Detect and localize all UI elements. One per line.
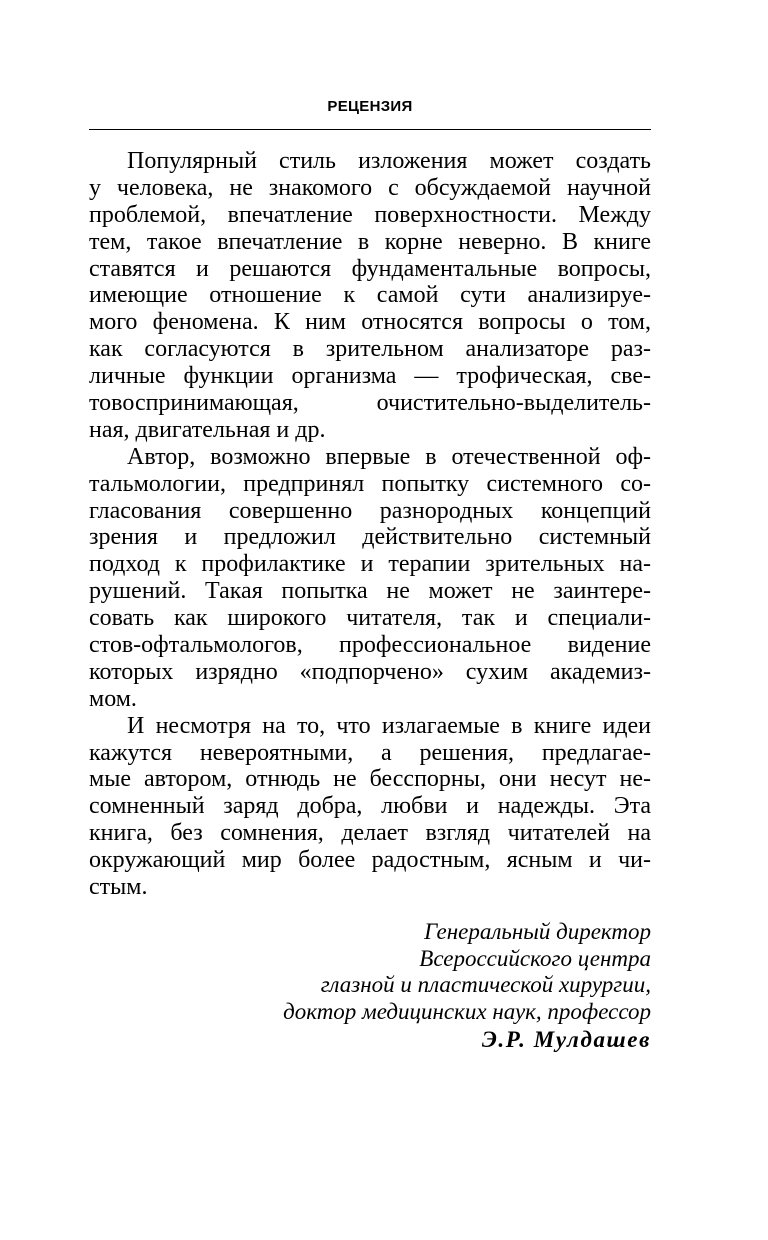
text-line: подход к профилактике и терапии зрительных на- [89,551,651,578]
text-line: книга, без сомнения, делает взгляд читателей на [89,820,651,847]
signature-author-name: Э.Р. Мулдашев [481,1027,651,1052]
text-line: тем, такое впечатление в корне неверно. В книге [89,228,651,255]
text-line: сомненный заряд добра, любви и надежды. Эта [89,793,651,820]
text-line: зрения и предложил действительно системный [89,524,651,551]
text-line: личные функции организма — трофическая, све- [89,363,651,390]
text-line: Автор, возможно впервые в отечественной оф- [127,443,651,470]
header-divider [89,129,651,130]
signature-organization: Всероссийского центра [419,945,651,971]
text-line: как согласуются в зрительном анализаторе раз- [89,336,651,363]
text-line: которых изрядно «подпорчено» сухим академиз- [89,658,651,685]
text-line: мые автором, отнюдь не бесспорны, они несут не- [89,766,651,793]
signature-block [89,919,651,1055]
running-header: РЕЦЕНЗИЯ [327,98,413,115]
text-line: И несмотря на то, что излагаемые в книге идеи [127,712,651,739]
signature-position: Генеральный директор [424,919,651,944]
text-line: имеющие отношение к самой сути анализируе- [89,282,651,309]
text-line: рушений. Такая попытка не может не заинтере- [89,578,651,605]
text-line: стым. [89,874,148,901]
paragraph-1 [89,148,651,444]
text-line: тальмологии, предпринял попытку системного со- [89,470,651,497]
paragraph-3 [89,713,651,901]
text-line: совать как широкого читателя, так и специали- [89,605,651,632]
text-line: мого феномена. К ним относятся вопросы о том, [89,309,651,336]
paragraph-2 [89,444,651,713]
signature-degree: доктор медицинских наук, профессор [283,998,651,1024]
text-line: товоспринимающая, очистительно-выделитель- [89,390,651,417]
text-line: кажутся невероятными, а решения, предлагае- [89,739,651,766]
text-line: мом. [89,685,137,712]
text-line: проблемой, впечатление поверхностности. Между [89,201,651,228]
text-line: гласования совершенно разнородных концепций [89,497,651,524]
text-line: окружающий мир более радостным, ясным и чи- [89,847,651,874]
text-line: стов-офтальмологов, профессиональное видение [89,632,651,659]
text-line: ная, двигательная и др. [89,416,326,443]
text-line: Популярный стиль изложения может создать [127,148,651,174]
signature-organization: глазной и пластической хирургии, [320,972,651,997]
review-body [89,148,651,901]
text-line: ставятся и решаются фундаментальные вопросы, [89,255,651,282]
text-line: у человека, не знакомого с обсуждаемой научной [89,174,651,201]
